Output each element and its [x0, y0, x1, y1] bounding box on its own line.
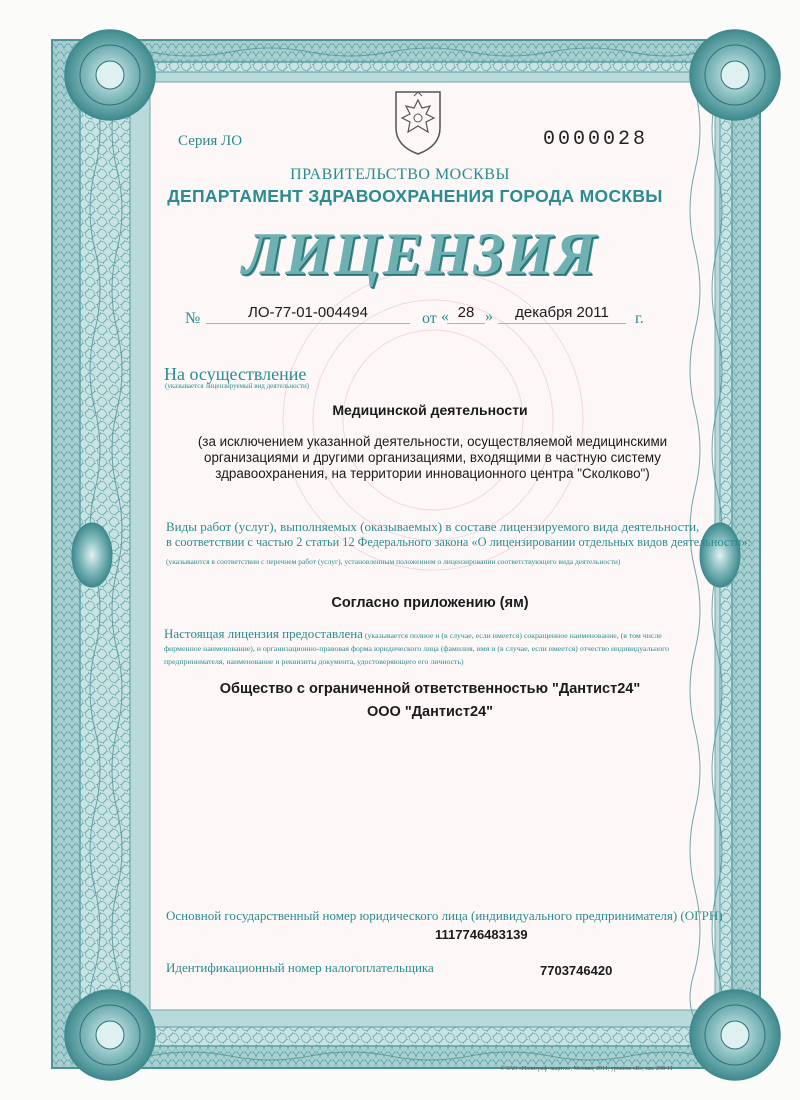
- government-heading: ПРАВИТЕЛЬСТВО МОСКВЫ: [290, 166, 510, 183]
- organization-full-name: Общество с ограниченной ответственностью "Дантист24": [219, 681, 641, 697]
- granted-block: [164, 627, 699, 668]
- appendix-reference: Согласно приложению (ям): [331, 595, 529, 611]
- implementation-label: На осуществление: [164, 364, 307, 384]
- license-number: ЛО-77-01-004494: [206, 304, 410, 324]
- department-heading: ДЕПАРТАМЕНТ ЗДРАВООХРАНЕНИЯ ГОРОДА МОСКВЫ: [167, 186, 663, 206]
- title-block: [150, 208, 690, 288]
- exclusion-note: (за исключением указанной деятельности, осуществляемой медицинскими организациями и другими организациями, входящими в частную систему здравоохранения, на территории инновационного центра "Сколково"): [197, 434, 668, 481]
- works-hint: (указываются в соответствии с перечнем работ (услуг), установленным положением о лицензировании соответствующего вида деятельности): [166, 557, 621, 566]
- series-label: Серия ЛО: [178, 133, 243, 149]
- activity-type: Медицинской деятельности: [332, 402, 528, 418]
- date-month-year: декабря 2011: [498, 304, 626, 324]
- form-number: 0000028: [543, 128, 649, 151]
- russian-coat-of-arms-icon: [388, 86, 448, 156]
- ogrn-label: Основной государственный номер юридического лица (индивидуального предпринимателя) (ОГРН): [166, 908, 723, 923]
- date-day: 28: [447, 304, 485, 324]
- year-suffix: г.: [635, 310, 644, 327]
- number-label: №: [185, 310, 201, 327]
- works-line-2: в соответствии с частью 2 статьи 12 Федерального закона «О лицензировании отдельных видов деятельности»:: [166, 535, 751, 549]
- quote-open: «: [441, 308, 449, 325]
- inn-value: 7703746420: [540, 963, 613, 978]
- date-from-label: от: [422, 310, 437, 327]
- works-line-1: Виды работ (услуг), выполняемых (оказываемых) в составе лицензируемого вида деятельности,: [166, 519, 700, 534]
- license-title: ЛИЦЕНЗИЯ: [242, 221, 598, 287]
- printer-note: © ЗАО «Полиграф-защита», Москва, 2011, уровень «Б», зак. 298-11: [500, 1066, 673, 1072]
- organization-short-name: ООО "Дантист24": [366, 704, 494, 720]
- ogrn-value: 1117746483139: [435, 927, 528, 942]
- inn-label: Идентификационный номер налогоплательщика: [166, 960, 434, 975]
- granted-label: Настоящая лицензия предоставлена: [164, 626, 363, 641]
- quote-close: »: [485, 308, 493, 325]
- granted-hint: (указывается полное и (в случае, если имеется) сокращенное наименование, (в том числе фирменное наименование), и организационно-правовая форма юридического лица (фамилия, имя и (в случае, если имеется) отчество индивидуального предпринимателя, наименование и реквизиты документа, удостоверяющего его личность): [164, 631, 669, 666]
- implementation-hint: (указывается лицензируемый вид деятельности): [165, 382, 310, 390]
